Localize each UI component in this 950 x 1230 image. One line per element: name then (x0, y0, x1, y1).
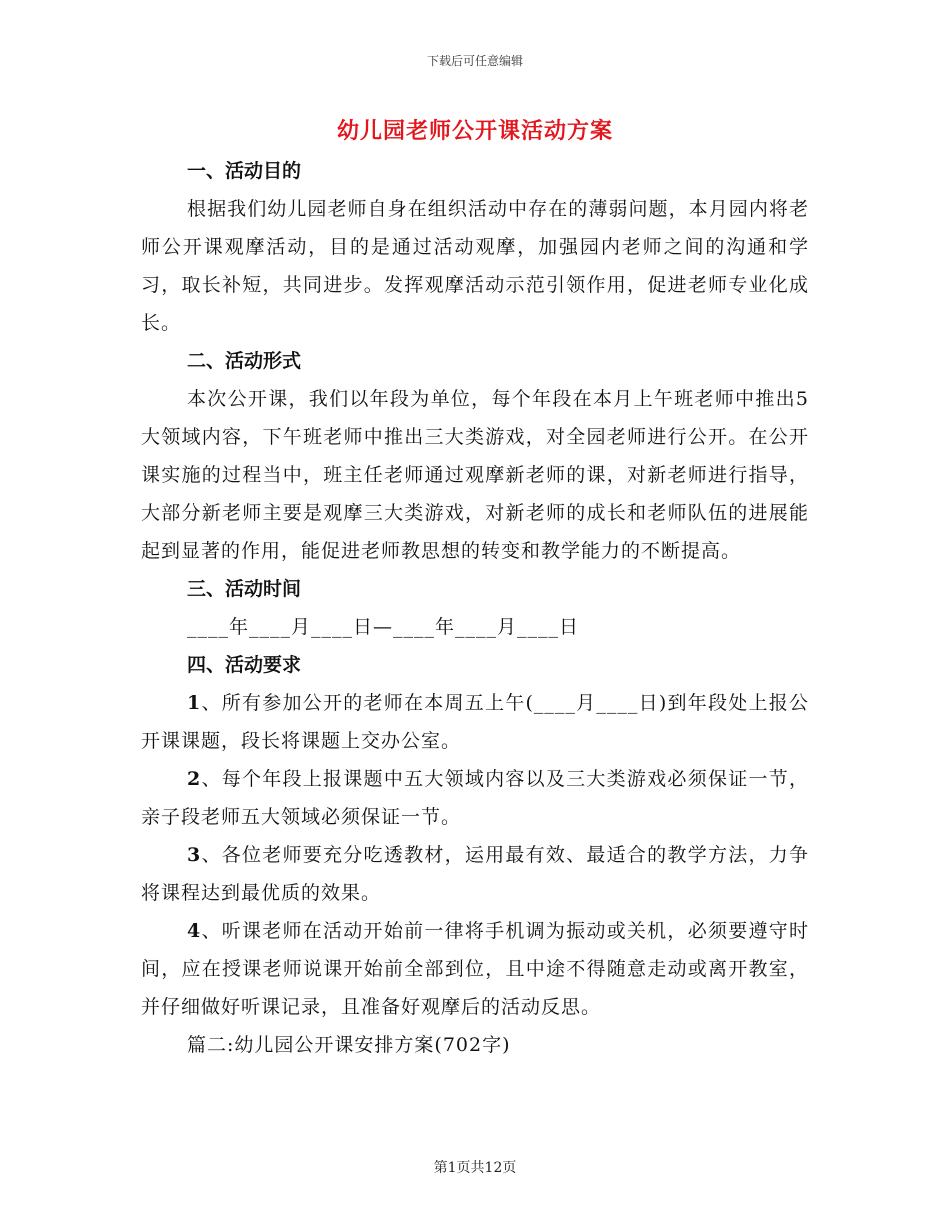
section-heading-time: 三、活动时间 (187, 578, 302, 600)
requirement-number: 2 (187, 768, 202, 790)
section-paragraph-time: ____年____月____日—____年____月____日 (187, 616, 580, 638)
section-paragraph-purpose: 根据我们幼儿园老师自身在组织活动中存在的薄弱问题，本月园内将老师公开课观摩活动，目的是通过活动观摩，加强园内老师之间的沟通和学习，取长补短，共同进步。发挥观摩活动示范引领作用，促进老师专业化成长。 (141, 198, 809, 334)
requirement-text: 、每个年段上报课题中五大领域内容以及三大类游戏必须保证一节，亲子段老师五大领域必须保证一节。 (141, 768, 809, 828)
requirement-number: 1 (187, 692, 202, 714)
requirement-text: 、所有参加公开的老师在本周五上午(____月____日)到年段处上报公开课课题，段长将课题上交办公室。 (141, 692, 809, 752)
page-number: 第1页共12页 (433, 1160, 517, 1176)
requirement-text: 、各位老师要充分吃透教材，运用最有效、最适合的教学方法，力争将课程达到最优质的效果。 (141, 844, 809, 904)
requirement-number: 4 (187, 920, 202, 942)
document-title: 幼儿园老师公开课活动方案 (336, 118, 613, 144)
section-heading-purpose: 一、活动目的 (187, 160, 302, 182)
requirement-item (141, 760, 809, 836)
document-body (141, 152, 809, 1064)
requirement-number: 3 (187, 844, 202, 866)
section-heading-requirements: 四、活动要求 (187, 654, 302, 676)
section-paragraph-format: 本次公开课，我们以年段为单位，每个年段在本月上午班老师中推出5大领域内容，下午班老师中推出三大类游戏，对全园老师进行公开。在公开课实施的过程当中，班主任老师通过观摩新老师的课，对新老师进行指导，大部分新老师主要是观摩三大类游戏，对新老师的成长和老师队伍的进展能起到显著的作用，能促进老师教思想的转变和教学能力的不断提高。 (141, 388, 809, 562)
next-article-title: 篇二:幼儿园公开课安排方案(702字) (187, 1034, 511, 1056)
requirement-item (141, 912, 809, 1026)
section-heading-format: 二、活动形式 (187, 350, 302, 372)
requirement-item (141, 836, 809, 912)
requirement-item (141, 684, 809, 760)
header-note: 下载后可任意编辑 (426, 54, 523, 68)
requirement-text: 、听课老师在活动开始前一律将手机调为振动或关机，必须要遵守时间，应在授课老师说课开始前全部到位，且中途不得随意走动或离开教室，并仔细做好听课记录，且准备好观摩后的活动反思。 (141, 920, 809, 1018)
